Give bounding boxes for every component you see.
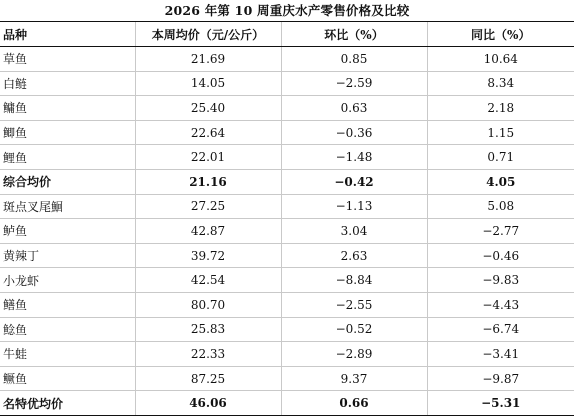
variety-cell: 鳜鱼 xyxy=(0,366,135,391)
price-cell: 27.25 xyxy=(135,194,281,219)
mom-cell: 3.04 xyxy=(281,219,427,244)
yoy-cell: 5.08 xyxy=(427,194,574,219)
variety-cell: 鲈鱼 xyxy=(0,219,135,244)
variety-cell: 鲤鱼 xyxy=(0,145,135,170)
header-variety: 品种 xyxy=(0,22,135,47)
mom-cell: −2.59 xyxy=(281,71,427,96)
mom-cell: −2.55 xyxy=(281,292,427,317)
mom-cell: −8.84 xyxy=(281,268,427,293)
price-cell: 87.25 xyxy=(135,366,281,391)
variety-cell: 黄辣丁 xyxy=(0,243,135,268)
variety-cell: 牛蛙 xyxy=(0,342,135,367)
price-cell: 80.70 xyxy=(135,292,281,317)
price-cell: 42.54 xyxy=(135,268,281,293)
yoy-cell: 10.64 xyxy=(427,47,574,72)
table-row xyxy=(0,120,574,145)
mom-cell: 2.63 xyxy=(281,243,427,268)
mom-cell: 0.63 xyxy=(281,96,427,121)
mom-cell: 0.66 xyxy=(281,391,427,416)
yoy-cell: 4.05 xyxy=(427,169,574,194)
header-yoy-change: 同比（%） xyxy=(427,22,574,47)
mom-cell: 9.37 xyxy=(281,366,427,391)
table-row xyxy=(0,96,574,121)
yoy-cell: 8.34 xyxy=(427,71,574,96)
price-table xyxy=(0,21,574,416)
header-avg-price: 本周均价（元/公斤） xyxy=(135,22,281,47)
yoy-cell: −5.31 xyxy=(427,391,574,416)
variety-cell: 白鲢 xyxy=(0,71,135,96)
table-row xyxy=(0,342,574,367)
summary-row xyxy=(0,169,574,194)
header-mom-change: 环比（%） xyxy=(281,22,427,47)
table-row xyxy=(0,194,574,219)
variety-cell: 小龙虾 xyxy=(0,268,135,293)
price-cell: 25.83 xyxy=(135,317,281,342)
yoy-cell: −0.46 xyxy=(427,243,574,268)
price-cell: 25.40 xyxy=(135,96,281,121)
yoy-cell: −4.43 xyxy=(427,292,574,317)
table-row xyxy=(0,366,574,391)
table-title: 2026 年第 10 周重庆水产零售价格及比较 xyxy=(164,3,410,18)
variety-cell: 鲫鱼 xyxy=(0,120,135,145)
variety-cell: 鳝鱼 xyxy=(0,292,135,317)
mom-cell: −2.89 xyxy=(281,342,427,367)
table-row xyxy=(0,47,574,72)
price-cell: 21.69 xyxy=(135,47,281,72)
mom-cell: −1.48 xyxy=(281,145,427,170)
variety-cell: 名特优均价 xyxy=(0,391,135,416)
table-row xyxy=(0,71,574,96)
variety-cell: 斑点叉尾鮰 xyxy=(0,194,135,219)
variety-cell: 鳙鱼 xyxy=(0,96,135,121)
price-cell: 14.05 xyxy=(135,71,281,96)
yoy-cell: 2.18 xyxy=(427,96,574,121)
price-cell: 42.87 xyxy=(135,219,281,244)
table-row xyxy=(0,219,574,244)
yoy-cell: −9.87 xyxy=(427,366,574,391)
header-row xyxy=(0,22,574,47)
yoy-cell: 0.71 xyxy=(427,145,574,170)
table-row xyxy=(0,317,574,342)
price-cell: 22.64 xyxy=(135,120,281,145)
yoy-cell: −3.41 xyxy=(427,342,574,367)
price-cell: 46.06 xyxy=(135,391,281,416)
mom-cell: −0.52 xyxy=(281,317,427,342)
price-cell: 22.33 xyxy=(135,342,281,367)
table-row xyxy=(0,292,574,317)
variety-cell: 鲶鱼 xyxy=(0,317,135,342)
table-row xyxy=(0,243,574,268)
price-cell: 39.72 xyxy=(135,243,281,268)
variety-cell: 综合均价 xyxy=(0,169,135,194)
mom-cell: −1.13 xyxy=(281,194,427,219)
price-cell: 22.01 xyxy=(135,145,281,170)
yoy-cell: −9.83 xyxy=(427,268,574,293)
yoy-cell: 1.15 xyxy=(427,120,574,145)
table-row xyxy=(0,268,574,293)
yoy-cell: −2.77 xyxy=(427,219,574,244)
mom-cell: −0.36 xyxy=(281,120,427,145)
table-row xyxy=(0,145,574,170)
summary-row xyxy=(0,391,574,416)
yoy-cell: −6.74 xyxy=(427,317,574,342)
variety-cell: 草鱼 xyxy=(0,47,135,72)
price-cell: 21.16 xyxy=(135,169,281,194)
mom-cell: −0.42 xyxy=(281,169,427,194)
mom-cell: 0.85 xyxy=(281,47,427,72)
